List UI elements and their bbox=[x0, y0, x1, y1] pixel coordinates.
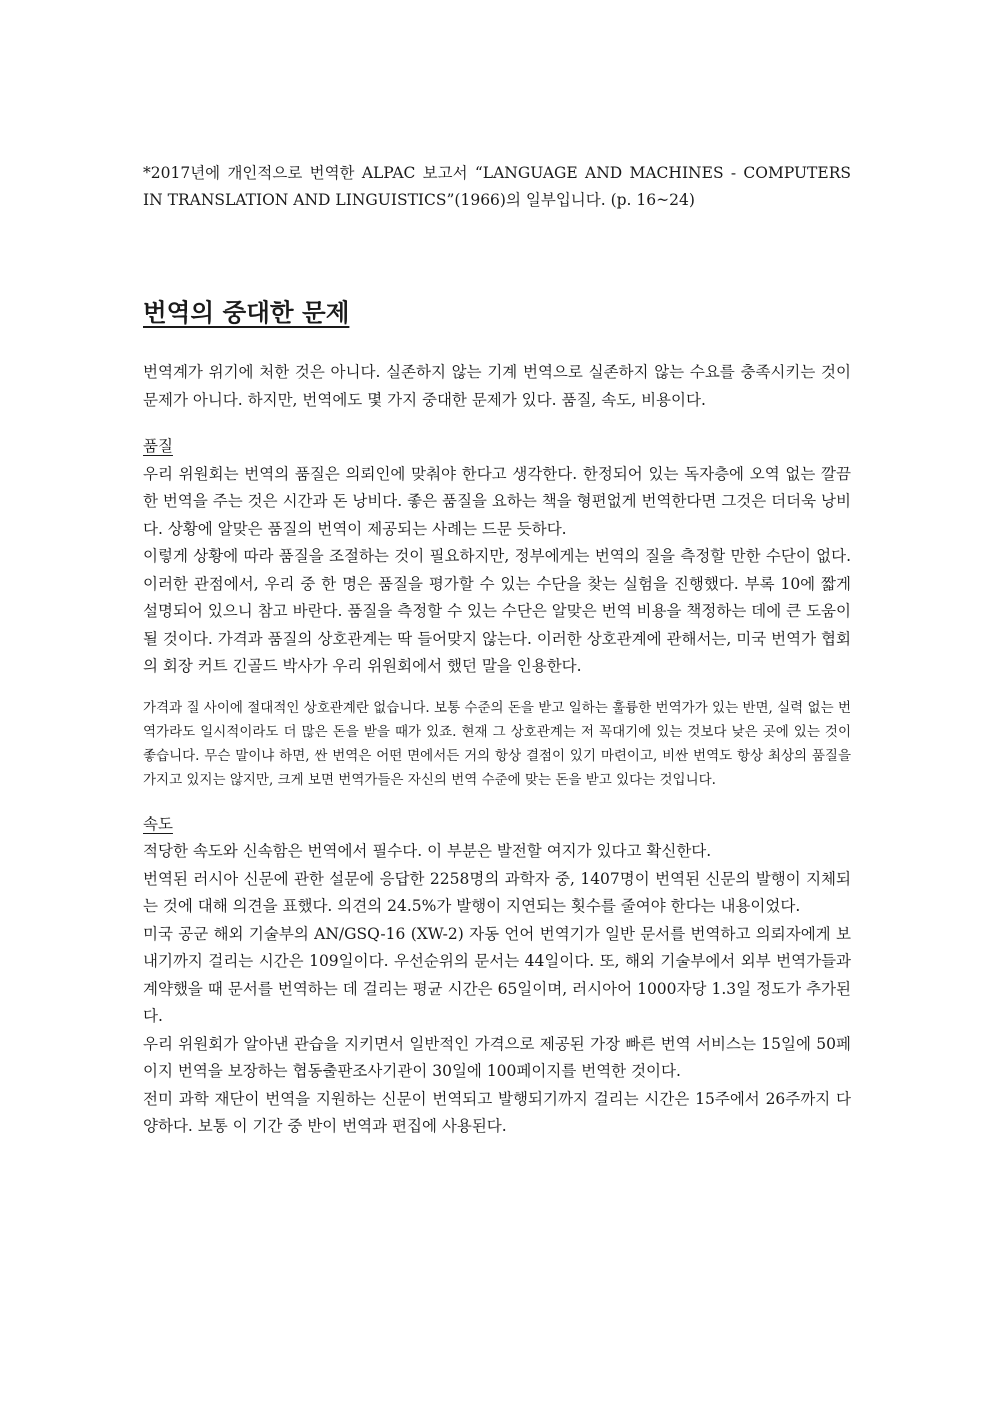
quality-paragraph: 우리 위원회는 번역의 품질은 의뢰인에 맞춰야 한다고 생각한다. 한정되어 있는 독자층에 오역 없는 깔끔한 번역을 주는 것은 시간과 돈 낭비다. 좋은 품질을 요하는 책을 형편없게 번역한다면 그것은 더더욱 낭비다. 상황에 알맞은 품질의 번역이 제공되는 사례는 드문 듯하다. bbox=[143, 464, 851, 538]
speed-paragraph: 미국 공군 해외 기술부의 AN/GSQ-16 (XW-2) 자동 언어 번역기가 일반 문서를 번역하고 의뢰자에게 보내기까지 걸리는 시간은 109일이다. 우선순위의 문서는 44일이다. 또, 해외 기술부에서 외부 번역가들과 계약했을 때 문서를 번역하는 데 걸리는 평균 시간은 65일이며, 러시아어 1000자당 1.3일 정도가 추가된다. bbox=[143, 924, 851, 1025]
document-body bbox=[143, 359, 851, 1141]
speed-subsection-heading bbox=[143, 811, 851, 839]
speed-heading: 속도 bbox=[143, 814, 173, 833]
speed-paragraph: 번역된 러시아 신문에 관한 설문에 응답한 2258명의 과학자 중, 1407명이 번역된 신문의 발행이 지체되는 것에 대해 의견을 표했다. 의견의 24.5%가 발행이 지연되는 횟수를 줄여야 한다는 내용이었다. bbox=[143, 869, 851, 915]
quote-block: 가격과 질 사이에 절대적인 상호관계란 없습니다. 보통 수준의 돈을 받고 일하는 훌륭한 번역가가 있는 반면, 실력 없는 번역가라도 일시적이라도 더 많은 돈을 받을 때가 있죠. 현재 그 상호관계는 저 꼭대기에 있는 것보다 낮은 곳에 있는 것이 좋습니다. 무슨 말이냐 하면, 싼 번역은 어떤 면에서든 거의 항상 결점이 있기 마련이고, 비싼 번역도 항상 최상의 품질을 가지고 있지는 않지만, 크게 보면 번역가들은 자신의 번역 수준에 맞는 돈을 받고 있다는 것입니다. bbox=[143, 699, 851, 788]
speed-paragraph: 전미 과학 재단이 번역을 지원하는 신문이 번역되고 발행되기까지 걸리는 시간은 15주에서 26주까지 다양하다. 보통 이 기간 중 반이 번역과 편집에 사용된다. bbox=[143, 1089, 851, 1135]
section-title: 번역의 중대한 문제 bbox=[143, 298, 350, 327]
quality-heading: 품질 bbox=[143, 437, 173, 455]
speed-paragraph: 우리 위원회가 알아낸 관습을 지키면서 일반적인 가격으로 제공된 가장 빠른 번역 서비스는 15일에 50페이지 번역을 보장하는 협동출판조사기관이 30일에 100페이지를 번역한 것이다. bbox=[143, 1034, 851, 1080]
quality-paragraph: 이렇게 상황에 따라 품질을 조절하는 것이 필요하지만, 정부에게는 번역의 질을 측정할 만한 수단이 없다. 이러한 관점에서, 우리 중 한 명은 품질을 평가할 수 있는 수단을 찾는 실험을 진행했다. 부록 10에 짧게 설명되어 있으니 참고 바란다. 품질을 측정할 수 있는 수단은 알맞은 번역 비용을 책정하는 데에 큰 도움이 될 것이다. 가격과 품질의 상호관계는 딱 들어맞지 않는다. 이러한 상호관계에 관해서는, 미국 번역가 협회의 회장 커트 긴골드 박사가 우리 위원회에서 했던 말을 인용한다. bbox=[143, 547, 851, 675]
quality-subsection-heading bbox=[143, 433, 851, 461]
speed-paragraph: 적당한 속도와 신속함은 번역에서 필수다. 이 부분은 발전할 여지가 있다고 확신한다. bbox=[143, 842, 712, 860]
intro-paragraph: 번역계가 위기에 처한 것은 아니다. 실존하지 않는 기계 번역으로 실존하지 않는 수요를 충족시키는 것이 문제가 아니다. 하지만, 번역에도 몇 가지 중대한 문제가 있다. 품질, 속도, 비용이다. bbox=[143, 363, 851, 409]
translation-note: *2017년에 개인적으로 번역한 ALPAC 보고서 “LANGUAGE AND MACHINES - COMPUTERS IN TRANSLATION AND LINGUISTICS”(1966)의 일부입니다. (p. 16~24) bbox=[143, 164, 851, 209]
